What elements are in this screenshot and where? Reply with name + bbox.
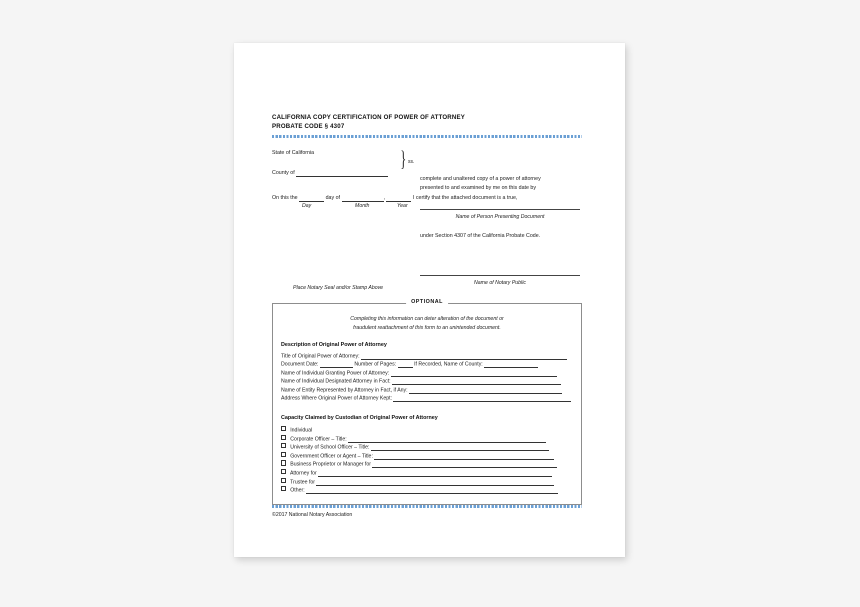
capacity-input-line[interactable] bbox=[348, 436, 546, 443]
state-row bbox=[272, 149, 582, 158]
capacity-label: Other: bbox=[290, 487, 305, 494]
capacity-input-line[interactable] bbox=[371, 444, 549, 451]
bottom-decorative-rule bbox=[272, 505, 582, 508]
seal-caption: Place Notary Seal and/or Stamp Above bbox=[293, 284, 384, 291]
number-of-pages-input-line[interactable] bbox=[398, 361, 413, 368]
capacity-row-individual[interactable] bbox=[281, 426, 573, 435]
state-label: State of California bbox=[272, 149, 315, 156]
capacity-label: Attorney for bbox=[289, 470, 317, 477]
day-caption: Day bbox=[302, 203, 312, 210]
ss-label: ss. bbox=[408, 158, 415, 165]
optional-intro-line-1: Completing this information can deter alteration of the document or bbox=[350, 316, 504, 323]
capacity-row-university-officer[interactable] bbox=[281, 443, 573, 452]
brace-glyph: } bbox=[400, 145, 407, 171]
capacity-input-line[interactable] bbox=[374, 453, 554, 460]
field-label: Name of Individual Granting Power of Attorney: bbox=[281, 370, 390, 377]
capacity-input-line[interactable] bbox=[318, 470, 552, 477]
field-row-title bbox=[281, 353, 573, 362]
field-input-line[interactable] bbox=[361, 353, 567, 360]
capacity-input-line[interactable] bbox=[316, 479, 554, 486]
capacity-label: Government Officer or Agent – Title: bbox=[290, 453, 373, 460]
copyright-text: ©2017 National Notary Association bbox=[272, 511, 353, 518]
notary-signature-group bbox=[420, 275, 580, 287]
field-input-line[interactable] bbox=[393, 395, 571, 402]
capacity-label: Individual bbox=[290, 427, 313, 434]
certificate-block bbox=[272, 145, 582, 291]
on-this-the-label: On this the bbox=[272, 194, 298, 201]
presenter-signature-line[interactable] bbox=[420, 209, 580, 210]
field-row-designated bbox=[281, 378, 573, 387]
field-row-address bbox=[281, 395, 573, 404]
field-row-entity bbox=[281, 387, 573, 396]
capacity-row-trustee-for[interactable] bbox=[281, 478, 573, 487]
year-caption: Year bbox=[397, 203, 408, 210]
capacity-row-corporate-officer[interactable] bbox=[281, 435, 573, 444]
capacity-label: Corporate Officer – Title: bbox=[290, 436, 347, 443]
checkbox-icon[interactable] bbox=[281, 469, 286, 474]
capacity-row-attorney-for[interactable] bbox=[281, 469, 573, 478]
certify-text-line-2: complete and unaltered copy of a power of attorney bbox=[420, 175, 541, 182]
month-input-line[interactable] bbox=[342, 195, 384, 202]
month-caption: Month bbox=[355, 203, 370, 210]
optional-badge: OPTIONAL bbox=[406, 299, 448, 305]
field-input-line[interactable] bbox=[391, 370, 557, 377]
checkbox-icon[interactable] bbox=[281, 435, 286, 440]
checkbox-icon[interactable] bbox=[281, 486, 286, 491]
checkbox-icon[interactable] bbox=[281, 460, 286, 465]
page-subtitle: PROBATE CODE § 4307 bbox=[272, 123, 345, 131]
field-label: Name of Individual Designated Attorney in Fact: bbox=[281, 378, 391, 385]
day-input-line[interactable] bbox=[299, 195, 324, 202]
county-label: County of bbox=[272, 169, 295, 176]
field-label-number-of-pages: Number of Pages: bbox=[354, 361, 397, 368]
checkbox-icon[interactable] bbox=[281, 452, 286, 457]
checkbox-icon[interactable] bbox=[281, 443, 286, 448]
field-label-if-recorded: If Recorded, Name of County: bbox=[414, 361, 483, 368]
capacity-row-business-proprietor[interactable] bbox=[281, 460, 573, 469]
certify-text-line-3: presented to and examined by me on this date by bbox=[420, 184, 537, 191]
capacity-label: Business Proprietor or Manager for bbox=[290, 461, 371, 468]
county-name-input-line[interactable] bbox=[484, 361, 538, 368]
optional-section bbox=[272, 298, 582, 504]
optional-intro-line-2: fraudulent reattachment of this form to an unintended document. bbox=[353, 324, 501, 331]
field-label: Title of Original Power of Attorney: bbox=[281, 353, 360, 360]
capacity-label: University of School Officer – Title: bbox=[290, 444, 370, 451]
notary-signature-line[interactable] bbox=[420, 275, 580, 276]
description-heading: Description of Original Power of Attorney bbox=[281, 341, 387, 348]
seal-and-notary-row bbox=[272, 275, 582, 291]
document-date-input-line[interactable] bbox=[320, 361, 353, 368]
under-section-text: under Section 4307 of the California Probate Code. bbox=[420, 232, 541, 239]
certify-text-line-1: I certify that the attached document is a true, bbox=[412, 194, 518, 201]
field-label: Name of Entity Represented by Attorney in Fact, if Any: bbox=[281, 387, 408, 394]
notary-caption: Name of Notary Public bbox=[474, 279, 526, 286]
date-row: On this the day of , I certify that the attached document is a true, bbox=[272, 194, 518, 201]
field-row-granting bbox=[281, 370, 573, 379]
document-page bbox=[234, 43, 625, 557]
capacity-row-other[interactable] bbox=[281, 486, 573, 495]
field-input-line[interactable] bbox=[392, 378, 561, 385]
form-body bbox=[272, 113, 582, 518]
day-of-label: day of bbox=[325, 194, 341, 201]
checkbox-icon[interactable] bbox=[281, 478, 286, 483]
capacity-label: Trustee for bbox=[290, 479, 316, 486]
checkbox-icon[interactable] bbox=[281, 426, 286, 431]
field-label: Address Where Original Power of Attorney Kept: bbox=[281, 396, 393, 403]
field-label-document-date: Document Date: bbox=[281, 361, 319, 368]
capacity-heading: Capacity Claimed by Custodian of Original Power of Attorney bbox=[281, 415, 438, 422]
capacity-input-line[interactable] bbox=[372, 461, 557, 468]
top-decorative-rule bbox=[272, 135, 582, 138]
field-input-line[interactable] bbox=[409, 387, 562, 394]
county-input-line[interactable] bbox=[296, 170, 388, 177]
year-input-line[interactable] bbox=[386, 195, 411, 202]
optional-intro bbox=[281, 315, 573, 332]
capacity-input-line[interactable] bbox=[306, 487, 558, 494]
capacity-row-government-officer[interactable] bbox=[281, 452, 573, 461]
page-title: CALIFORNIA COPY CERTIFICATION OF POWER OF ATTORNEY bbox=[272, 114, 465, 121]
optional-box bbox=[272, 303, 582, 504]
field-row-document-date bbox=[281, 361, 573, 370]
presenter-caption: Name of Person Presenting Document bbox=[455, 213, 545, 220]
certificate-right-column bbox=[420, 175, 582, 241]
